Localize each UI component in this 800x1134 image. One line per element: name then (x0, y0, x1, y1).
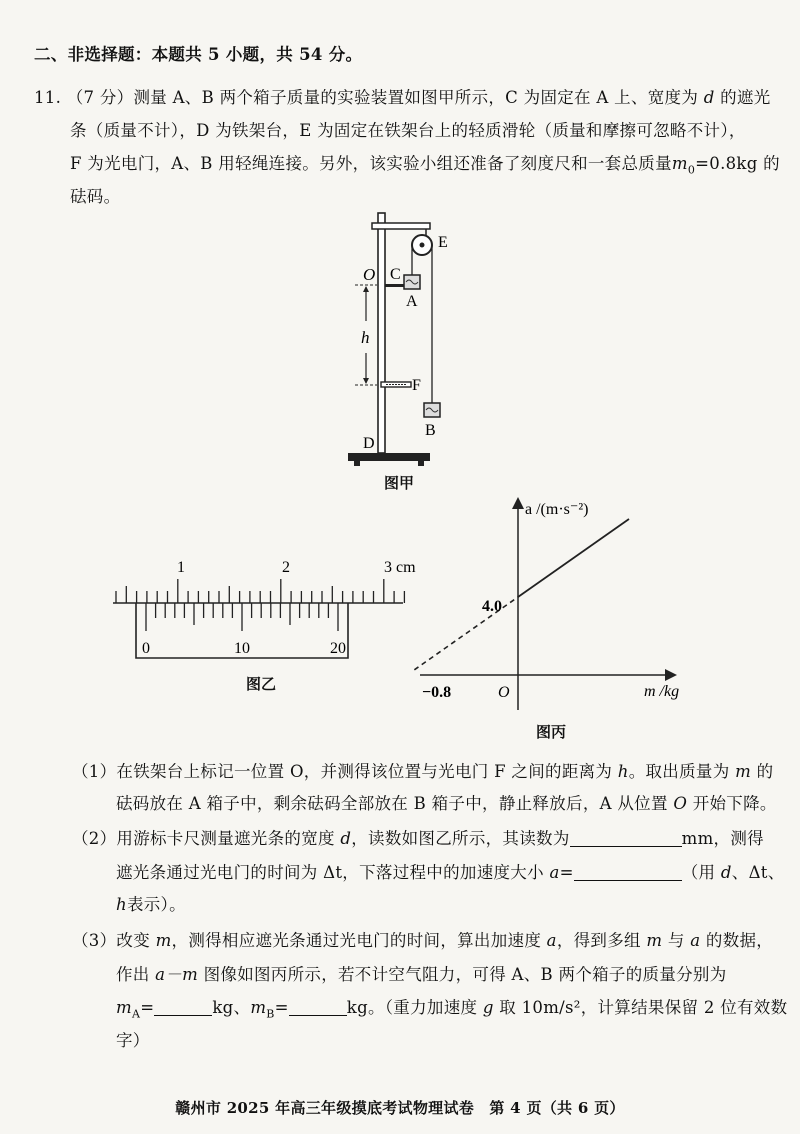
part-3-label: （3） (72, 931, 117, 950)
figure-bing-caption: 图丙 (536, 723, 567, 741)
fit-line-dashed (412, 597, 518, 675)
figure-jia-caption: 图甲 (384, 474, 415, 492)
vernier-scale-ticks (146, 603, 338, 631)
question-intro-line-1: 11. （7 分）测量 A、B 两个箱子质量的实验装置如图甲所示，C 为固定在 A 上、宽度为 d 的遮光 (34, 88, 771, 107)
figure-yi-vernier (108, 548, 428, 668)
answer-blank-ma[interactable] (154, 999, 212, 1016)
figure-jia-apparatus (330, 205, 490, 470)
main-scale-ticks (116, 579, 404, 603)
question-intro-line-3: F 为光电门，A、B 用轻绳连接。另外，该实验小组还准备了刻度尺和一套总质量$m_0=0.8kg$ 的 (70, 154, 780, 177)
part-2-line-1: （2）用游标卡尺测量遮光条的宽度 d，读数如图乙所示，其读数为 mm，测得 (72, 829, 764, 848)
part-2-label: （2） (72, 829, 117, 848)
page-footer: 赣州市 2025 年高三年级摸底考试物理试卷 第 4 页（共 6 页） (175, 1099, 625, 1117)
label-a: A (406, 293, 418, 310)
question-points: （7 分） (66, 88, 134, 107)
label-o: O (363, 265, 376, 284)
answer-blank-reading[interactable] (570, 830, 682, 847)
main-label-1: 1 (177, 559, 185, 576)
y-intercept-label: 4.0 (482, 598, 502, 615)
vernier-label-10: 10 (234, 640, 250, 657)
x-axis-label: m /kg (644, 683, 680, 700)
part-3-line-2: 作出 a－m 图像如图丙所示，若不计空气阻力，可得 A、B 两个箱子的质量分别为 (116, 965, 727, 984)
label-c: C (390, 266, 401, 283)
vernier-label-20: 20 (330, 640, 346, 657)
answer-blank-mb[interactable] (289, 999, 347, 1016)
part-3-line-1: （3）改变 m，测得相应遮光条通过光电门的时间，算出加速度 a，得到多组 m 与 a 的数据， (72, 931, 774, 950)
question-intro-line-2: 条（质量不计），D 为铁架台，E 为固定在铁架台上的轻质滑轮（质量和摩擦可忽略不计）， (70, 121, 746, 140)
part-1-line-1: （1）在铁架台上标记一位置 O，并测得该位置与光电门 F 之间的距离为 h。取出质量为 m 的 (72, 762, 774, 781)
origin-label: O (498, 684, 510, 701)
label-h: h (361, 328, 370, 347)
vernier-label-0: 0 (142, 640, 150, 657)
part-1-line-2: 砝码放在 A 箱子中，剩余砝码全部放在 B 箱子中，静止释放后，A 从位置 O 开始下降。 (116, 794, 777, 813)
answer-blank-acceleration[interactable] (574, 864, 682, 881)
label-b: B (425, 422, 436, 439)
part-3-line-4: 字） (116, 1031, 150, 1050)
label-d: D (363, 435, 375, 452)
fit-line-solid (518, 519, 629, 597)
part-2-line-2: 遮光条通过光电门的时间为 Δt，下落过程中的加速度大小 a= （用 d、Δt、 (116, 863, 785, 882)
figure-bing-graph (412, 490, 702, 720)
question-number: 11. (34, 88, 62, 107)
y-axis-label: a /(m·s⁻²) (525, 501, 589, 518)
stand-pole (378, 213, 385, 453)
section-heading: 二、非选择题：本题共 5 小题，共 54 分。 (34, 45, 363, 64)
part-1-label: （1） (72, 762, 117, 781)
figure-yi-caption: 图乙 (246, 675, 277, 693)
main-label-3cm: 3 cm (384, 559, 416, 576)
label-f: F (412, 377, 421, 394)
part-3-line-3: $m_A=$ kg、$m_B=$ kg。（重力加速度 g 取 10m/s²，计算结果保留 2 位有效数 (116, 998, 788, 1021)
label-e: E (438, 234, 448, 251)
part-2-line-3: h表示）。 (116, 895, 186, 914)
stand-top-arm (372, 223, 430, 229)
question-intro-line-4: 砝码。 (70, 187, 121, 206)
shade-strip-c (385, 284, 404, 287)
x-intercept-label: −0.8 (422, 684, 452, 701)
main-label-2: 2 (282, 559, 290, 576)
stand-base (348, 453, 430, 461)
